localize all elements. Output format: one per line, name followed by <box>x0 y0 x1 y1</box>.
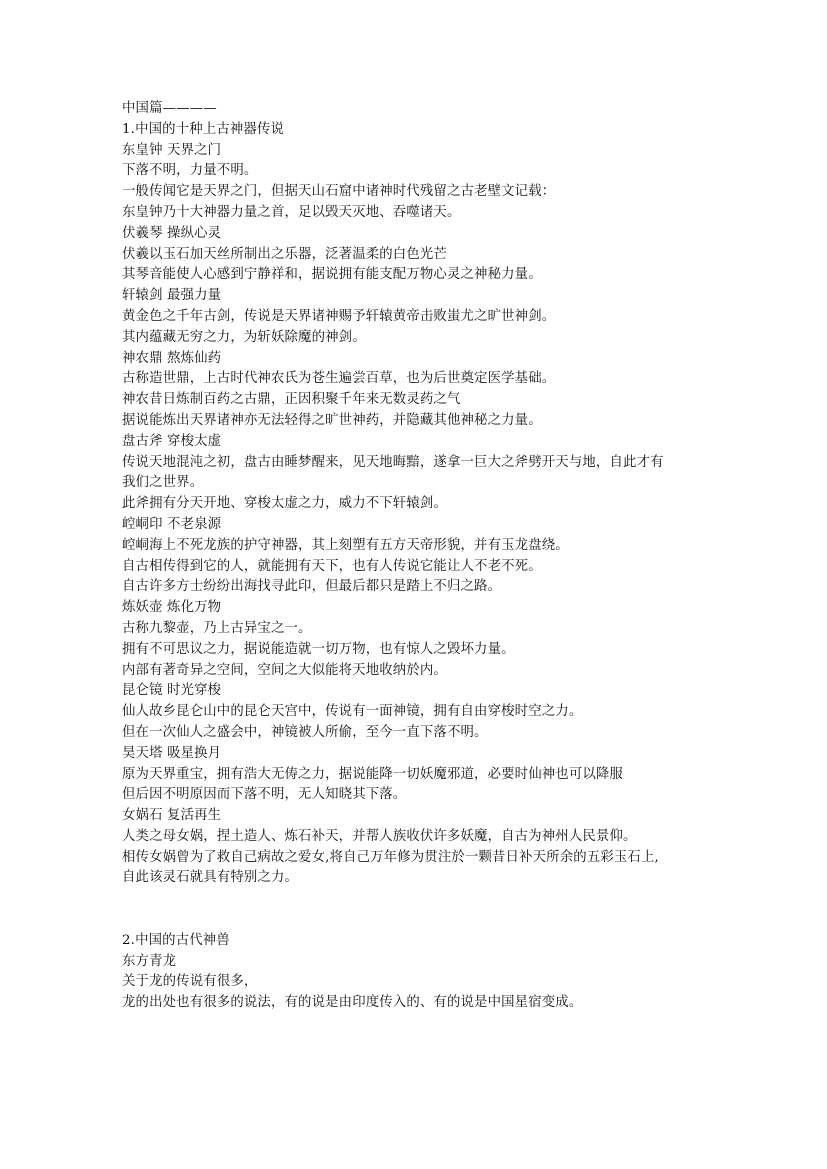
blank-line <box>122 889 722 910</box>
text-line: 我们之世界。 <box>122 475 204 491</box>
heading-ancient-beasts: 2.中国的古代神兽 <box>122 932 230 948</box>
artifact-heading: 炼妖壶 炼化万物 <box>122 600 222 616</box>
text-line: 自此该灵石就具有特别之力。 <box>122 870 299 886</box>
beast-heading: 东方青龙 <box>122 953 177 969</box>
text-line: 仙人故乡昆仑山中的昆仑天宫中，传说有一面神镜，拥有自由穿梭时空之力。 <box>122 704 583 720</box>
text-line: 内部有著奇异之空间，空间之大似能将天地收纳於内。 <box>122 662 447 678</box>
artifact-heading: 轩辕剑 最强力量 <box>122 288 222 304</box>
artifact-heading: 昆仑镜 时光穿梭 <box>122 683 222 699</box>
text-line: 此斧拥有分天开地、穿梭太虚之力，威力不下轩辕剑。 <box>122 496 447 512</box>
text-line: 关于龙的传说有很多， <box>122 974 258 990</box>
artifact-heading: 盘古斧 穿梭太虚 <box>122 433 222 449</box>
text-line: 东皇钟乃十大神器力量之首，足以毁天灭地、吞噬诸天。 <box>122 204 461 220</box>
text-line: 自古许多方士纷纷出海找寻此印，但最后都只是踏上不归之路。 <box>122 579 502 595</box>
artifact-heading: 崆峒印 不老泉源 <box>122 516 222 532</box>
text-line: 伏羲以玉石加天丝所制出之乐器，泛著温柔的白色光芒 <box>122 246 447 262</box>
artifact-heading: 女娲石 复活再生 <box>122 808 222 824</box>
text-line: 一般传闻它是天界之门，但据天山石窟中诸神时代残留之古老壁文记载： <box>122 184 556 200</box>
text-line: 相传女娲曾为了救自己病故之爱女,将自己万年修为贯注於一颗昔日补天所余的五彩玉石上, <box>122 849 659 865</box>
text-line: 龙的出处也有很多的说法，有的说是由印度传入的、有的说是中国星宿变成。 <box>122 995 583 1011</box>
text-line: 古称九黎壶，乃上古异宝之一。 <box>122 620 312 636</box>
text-line: 黄金色之千年古剑，传说是天界诸神赐予轩辕黄帝击败蚩尤之旷世神剑。 <box>122 308 556 324</box>
text-line: 但在一次仙人之盛会中，神镜被人所偷，至今一直下落不明。 <box>122 724 488 740</box>
text-line: 其琴音能使人心感到宁静祥和，据说拥有能支配万物心灵之神秘力量。 <box>122 267 542 283</box>
blank-line <box>122 910 722 931</box>
section-title-china: 中国篇———— <box>122 101 217 116</box>
text-line: 但后因不明原因而下落不明，无人知晓其下落。 <box>122 787 407 803</box>
text-line: 古称造世鼎，上古时代神农氏为苍生遍尝百草，也为后世奠定医学基础。 <box>122 371 556 387</box>
artifact-heading: 伏羲琴 操纵心灵 <box>122 225 222 241</box>
text-line: 自古相传得到它的人，就能拥有天下，也有人传说它能让人不老不死。 <box>122 558 542 574</box>
text-line: 传说天地混沌之初，盘古由睡梦醒来，见天地晦黯，遂拿一巨大之斧劈开天与地，自此才有 <box>122 454 664 470</box>
document-body <box>122 99 722 1014</box>
heading-ten-artifacts: 1.中国的十种上古神器传说 <box>122 121 285 137</box>
text-line: 下落不明，力量不明。 <box>122 163 258 179</box>
text-line: 人类之母女娲，捏土造人、炼石补天，并帮人族收伏许多妖魔，自古为神州人民景仰。 <box>122 828 637 844</box>
text-line: 神农昔日炼制百药之古鼎，正因积聚千年来无数灵药之气 <box>122 392 461 408</box>
artifact-heading: 昊天塔 吸星换月 <box>122 745 222 761</box>
text-line: 其内蕴藏无穷之力，为斩妖除魔的神剑。 <box>122 329 366 345</box>
artifact-heading: 神农鼎 熬炼仙药 <box>122 350 222 366</box>
text-line: 拥有不可思议之力，据说能造就一切万物，也有惊人之毁坏力量。 <box>122 641 515 657</box>
artifact-heading: 东皇钟 天界之门 <box>122 142 222 158</box>
text-line: 据说能炼出天界诸神亦无法轻得之旷世神药，并隐藏其他神秘之力量。 <box>122 412 542 428</box>
text-line: 原为天界重宝，拥有浩大无俦之力，据说能降一切妖魔邪道，必要时仙神也可以降服 <box>122 766 624 782</box>
text-line: 崆峒海上不死龙族的护守神器，其上刻塑有五方天帝形貌，并有玉龙盘绕。 <box>122 537 569 553</box>
